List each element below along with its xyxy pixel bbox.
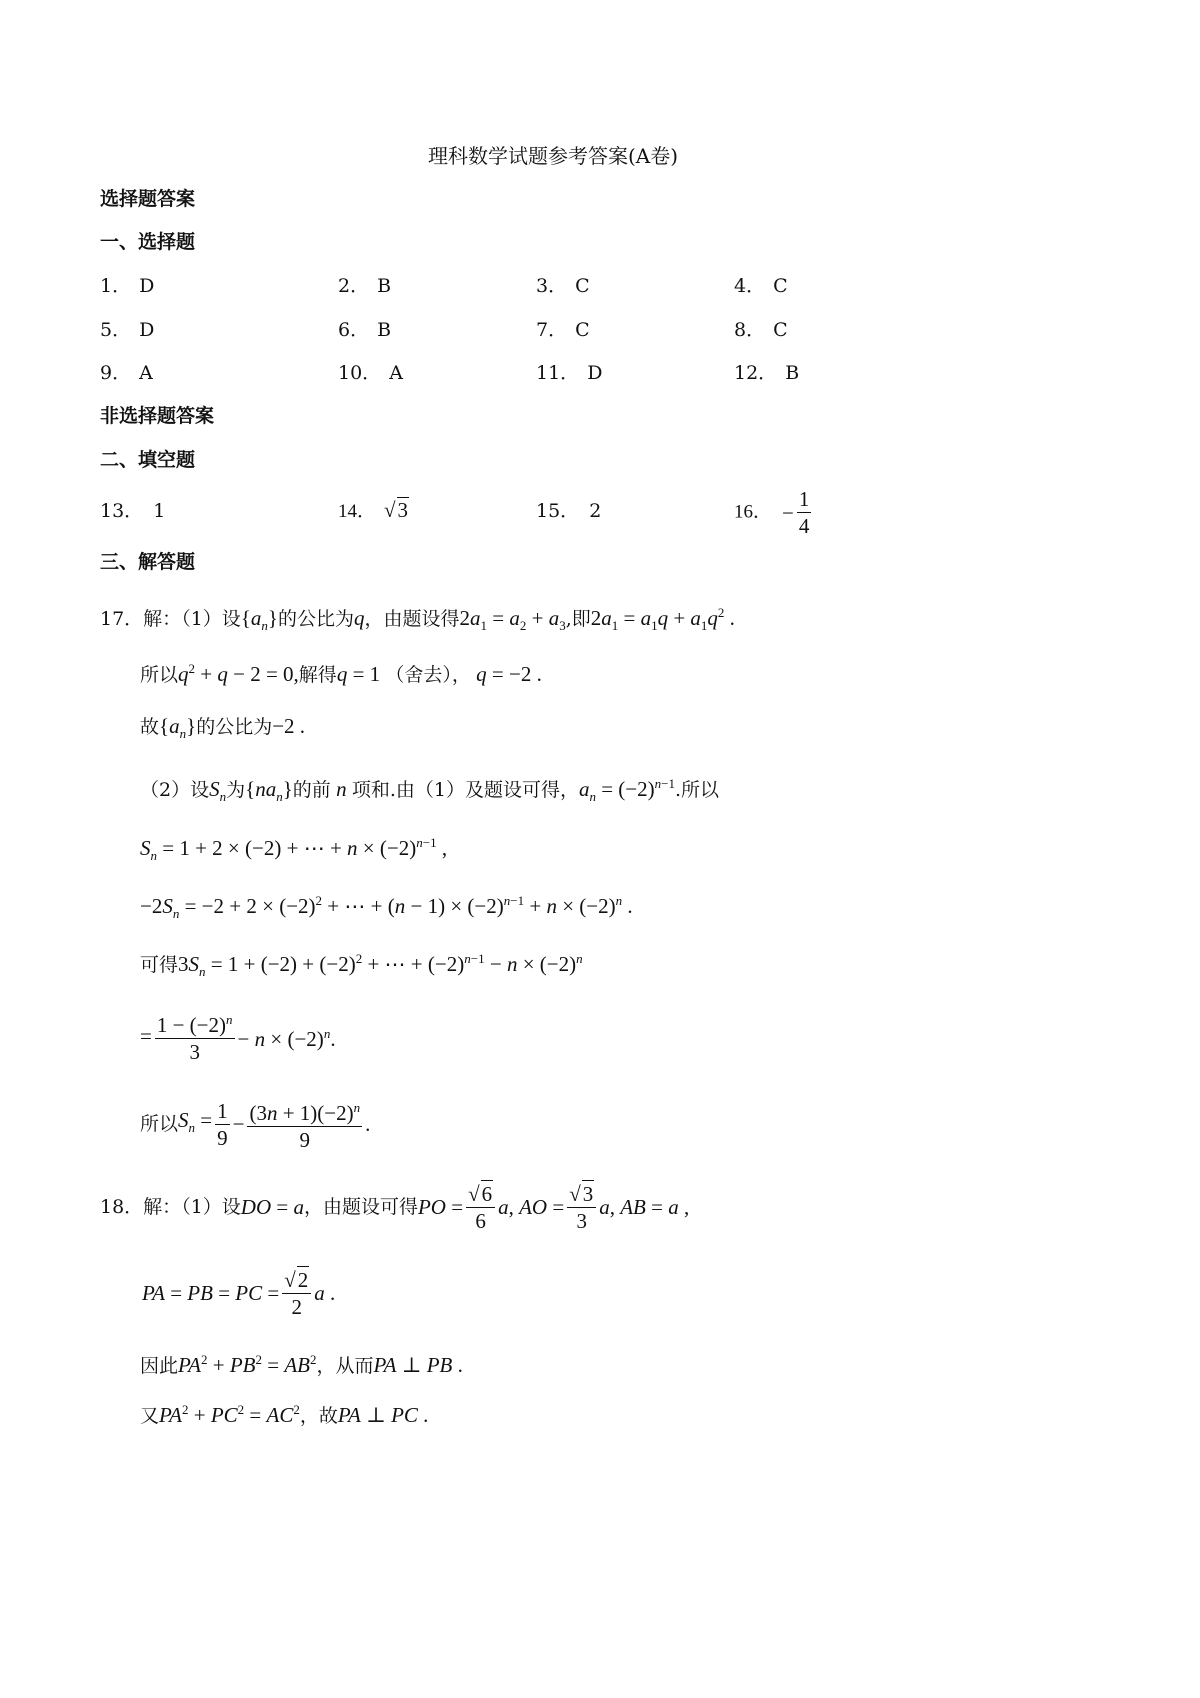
- fill-13: [100, 499, 165, 523]
- section-part2: 二、填空题: [100, 449, 196, 471]
- question-number: 11．: [536, 362, 580, 384]
- question-number: 12．: [734, 362, 778, 384]
- choice-answer: [734, 361, 799, 385]
- p17-line9: 所以$S_n$ = $\frac{1}{9}$ − $\frac{(3n + 1)(-2)^n}{9}$ .: [140, 1095, 370, 1153]
- choice-answer: [734, 274, 788, 298]
- choice-answer: [338, 361, 403, 385]
- p17-line2: 所以$q^2 + q - 2 = 0$,解得q = 1 （舍去）， q = −2 .: [140, 661, 542, 686]
- answer: C: [575, 275, 590, 297]
- question-number: 10．: [338, 362, 382, 384]
- fill-16: 16． − $\frac{1}{4}$: [734, 487, 810, 538]
- answer-numerator: 1: [798, 487, 810, 511]
- choice-answer: [100, 361, 153, 385]
- section-choice-header: 选择题答案: [100, 188, 196, 210]
- answer-denominator: 4: [798, 514, 810, 538]
- p18-line2: PA = PB = PC = $\frac{√2}{2}$ a .: [142, 1268, 336, 1319]
- question-number: 16．: [734, 501, 773, 523]
- p18-line3: 因此$PA^2 + PB^2 = AB^2$，从而PA ⊥ PB .: [140, 1352, 463, 1377]
- section-part3: 三、解答题: [100, 551, 196, 573]
- choice-answer: [536, 318, 590, 342]
- p17-line4: （2）设$S_n$为$\{na_n\}$的前 n 项和.由（1）及题设可得，$a_n = (-2)^{n-1}$.所以: [140, 776, 720, 805]
- answer: D: [587, 362, 603, 384]
- question-number: 8．: [734, 319, 766, 341]
- answer: B: [785, 362, 800, 384]
- question-number: 3．: [536, 275, 568, 297]
- question-number: 7．: [536, 319, 568, 341]
- choice-answer: [100, 274, 154, 298]
- p18-line1: 18．解：（1）设DO = a，由题设可得PO = $\frac{√6}{6}$ a, AO = $\frac{√3}{3}$ a, AB = a ,: [100, 1182, 690, 1233]
- choice-answer: [536, 274, 590, 298]
- question-number: 1．: [100, 275, 132, 297]
- question-number: 2．: [338, 275, 370, 297]
- question-number: 9．: [100, 362, 132, 384]
- p17-line3: 故$\{a_n\}$的公比为−2 .: [140, 714, 306, 742]
- question-number: 14．: [338, 501, 377, 522]
- page-title: 理科数学试题参考答案(A卷): [428, 144, 679, 168]
- p17-line1: 17．解：（1）设$\{a_n\}$的公比为q，由题设得$2a_1 = a_2 + a_3$,即$2a_1 = a_1q + a_1q^2$ .: [100, 605, 735, 634]
- answer: B: [377, 275, 392, 297]
- p17-line5: $S_n = 1 + 2 \times (-2)$ + ⋯ + $n \times (-2)^{n-1}$ ,: [140, 835, 448, 864]
- question-number: 6．: [338, 319, 370, 341]
- answer: C: [575, 319, 590, 341]
- answer: C: [773, 319, 788, 341]
- answer: A: [139, 362, 153, 384]
- answer: D: [139, 319, 155, 341]
- choice-answer: [536, 361, 602, 385]
- answer: B: [377, 319, 392, 341]
- fill-14: 14． √3: [338, 498, 409, 522]
- p17-line8: = $\frac{1 - (-2)^n}{3}$ − $n \times (-2)^n$.: [140, 1007, 336, 1065]
- question-number: 5．: [100, 319, 132, 341]
- answer: D: [139, 275, 155, 297]
- section-nonchoice-header: 非选择题答案: [100, 405, 215, 427]
- choice-answer: [734, 318, 788, 342]
- answer: 3: [397, 498, 409, 522]
- p18-line4: 又$PA^2 + PC^2 = AC^2$，故PA ⊥ PC .: [140, 1402, 429, 1427]
- choice-answer: [338, 274, 391, 298]
- p17-line7: 可得$3S_n = 1 + (-2) + (-2)^2$ + ⋯ + $(-2)^{n-1} - n \times (-2)^n$: [140, 951, 583, 980]
- question-number: 13．: [100, 500, 144, 522]
- choice-answer: [338, 318, 391, 342]
- answer: 2: [589, 500, 602, 522]
- p17-line6: $-2S_n = -2 + 2 \times (-2)^2$ + ⋯ + $(n - 1) \times (-2)^{n-1} + n \times (-2)^n$ .: [140, 893, 633, 922]
- section-part1: 一、选择题: [100, 231, 196, 253]
- fill-15: [536, 499, 601, 523]
- choice-answer: [100, 318, 154, 342]
- answer: C: [773, 275, 788, 297]
- answer: 1: [153, 500, 166, 522]
- question-number: 4．: [734, 275, 766, 297]
- question-number: 15．: [536, 500, 580, 522]
- answer: A: [389, 362, 403, 384]
